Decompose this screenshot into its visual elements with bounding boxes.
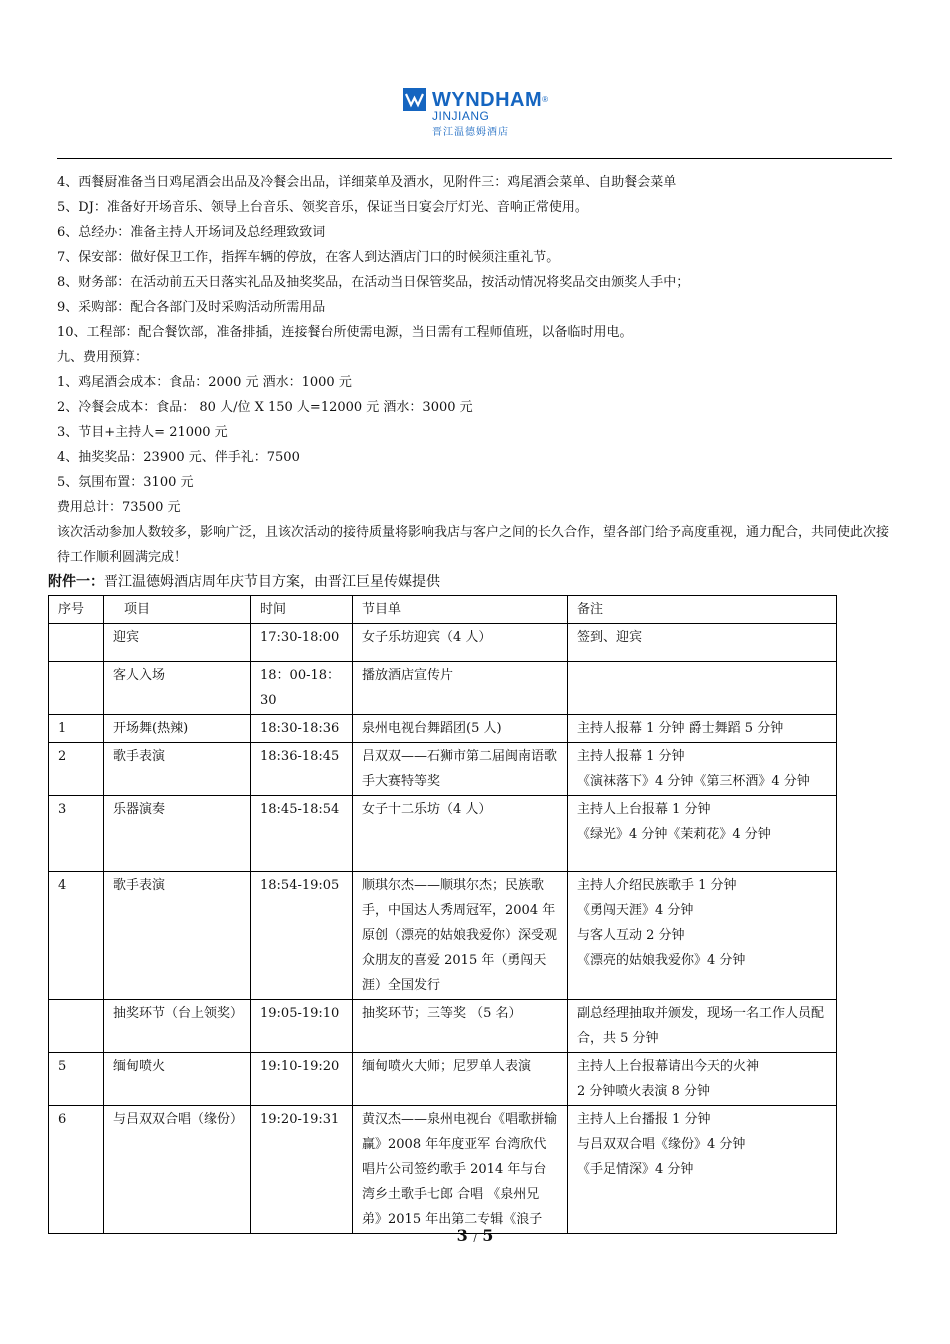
row-item: 开场舞(热辣) — [104, 715, 251, 743]
body-line: 2、冷餐会成本：食品： 80 人/位 X 150 人=12000 元 酒水：3000 元 — [57, 400, 473, 415]
table-row — [49, 796, 837, 872]
row-program-line: 泉州电视台舞蹈团(5 人) — [362, 721, 502, 736]
row-item: 缅甸喷火 — [104, 1053, 251, 1106]
row-program-line: 黄汉杰——泉州电视台《唱歌拼输赢》2008 年年度亚军 台湾欣代唱片公司签约歌手 2014 年与台湾乡土歌手七郎 合唱 《泉州兄弟》2015 年出第二专辑《浪子 — [362, 1112, 558, 1227]
table-row — [49, 662, 837, 715]
row-time: 19:05-19:10 — [251, 1000, 353, 1053]
row-note-line: 主持人上台报幕 1 分钟 — [577, 802, 711, 817]
row-time: 18:30-18:36 — [251, 715, 353, 743]
body-line: 7、保安部：做好保卫工作，指挥车辆的停放，在客人到达酒店门口的时候须注重礼节。 — [57, 250, 560, 265]
table-row — [49, 743, 837, 796]
row-no — [49, 662, 104, 715]
row-note-line: 主持人报幕 1 分钟 爵士舞蹈 5 分钟 — [577, 721, 784, 736]
row-note — [568, 796, 837, 872]
row-note-line: 《勇闯天涯》4 分钟 — [577, 903, 694, 918]
row-program-line: 顺琪尔杰——顺琪尔杰；民族歌手，中国达人秀周冠军，2004 年原创（漂亮的姑娘我爱你）深受观众朋友的喜爱 2015 年（勇闯天涯）全国发行 — [362, 878, 558, 993]
body-line: 5、DJ：准备好开场音乐、领导上台音乐、领奖音乐，保证当日宴会厅灯光、音响正常使用。 — [57, 200, 588, 215]
row-note — [568, 872, 837, 1000]
task-and-budget-lines — [57, 170, 897, 520]
row-note-line: 《绿光》4 分钟《茉莉花》4 分钟 — [577, 827, 771, 842]
page-number — [0, 1226, 950, 1245]
row-time: 18:45-18:54 — [251, 796, 353, 872]
table-row — [49, 1106, 837, 1234]
appendix-label: 附件一： — [48, 574, 104, 590]
header-item: 项目 — [104, 596, 251, 624]
total-pages: 5 — [482, 1226, 494, 1245]
header-note: 备注 — [568, 596, 837, 624]
row-note — [568, 1106, 837, 1234]
row-program-line: 吕双双——石狮市第二届闽南语歌手大赛特等奖 — [362, 749, 558, 789]
row-program-line: 缅甸喷火大师；尼罗单人表演 — [362, 1059, 532, 1074]
row-item: 歌手表演 — [104, 743, 251, 796]
row-note-line: 签到、迎宾 — [577, 630, 643, 645]
body-line: 8、财务部：在活动前五天日落实礼品及抽奖奖品，在活动当日保管奖品，按活动情况将奖品交由颁奖人手中； — [57, 275, 690, 290]
body-line: 4、西餐厨准备当日鸡尾酒会出品及冷餐会出品，详细菜单及酒水，见附件三：鸡尾酒会菜单、自助餐会菜单 — [57, 175, 677, 190]
row-no — [49, 624, 104, 662]
table-row — [49, 1000, 837, 1053]
row-no: 1 — [49, 715, 104, 743]
row-note-line: 与吕双双合唱《缘份》4 分钟 — [577, 1137, 746, 1152]
row-program — [353, 796, 568, 872]
body-line: 9、采购部：配合各部门及时采购活动所需用品 — [57, 300, 326, 315]
row-item: 客人入场 — [104, 662, 251, 715]
row-no: 5 — [49, 1053, 104, 1106]
body-line: 6、总经办：准备主持人开场词及总经理致致词 — [57, 225, 326, 240]
row-note — [568, 1053, 837, 1106]
row-item: 乐器演奏 — [104, 796, 251, 872]
row-no: 6 — [49, 1106, 104, 1234]
body-line: 1、鸡尾酒会成本：食品：2000 元 酒水：1000 元 — [57, 375, 352, 390]
row-time: 19:10-19:20 — [251, 1053, 353, 1106]
row-program — [353, 743, 568, 796]
table-header-row — [49, 596, 837, 624]
body-line: 3、节目+主持人= 21000 元 — [57, 425, 228, 440]
program-table — [48, 595, 837, 1234]
row-note-line: 《手足情深》4 分钟 — [577, 1162, 694, 1177]
body-line: 4、抽奖奖品：23900 元、伴手礼：7500 — [57, 450, 300, 465]
row-program — [353, 872, 568, 1000]
body-line: 10、工程部：配合餐饮部，准备排插，连接餐台所使需电源，当日需有工程师值班，以备临时用电。 — [57, 325, 633, 340]
row-note — [568, 715, 837, 743]
brand-name: WYNDHAM® — [432, 89, 549, 111]
row-time: 17:30-18:00 — [251, 624, 353, 662]
hotel-name: 晋江温德姆酒店 — [432, 127, 509, 138]
row-note — [568, 743, 837, 796]
row-note-line: 副总经理抽取并颁发，现场一名工作人员配合，共 5 分钟 — [577, 1006, 825, 1046]
document-body — [57, 170, 897, 570]
row-program — [353, 715, 568, 743]
row-program-line: 女子乐坊迎宾（4 人） — [362, 630, 492, 645]
row-no: 2 — [49, 743, 104, 796]
row-program-line: 播放酒店宣传片 — [362, 668, 454, 683]
closing-paragraph: 该次活动参加人数较多，影响广泛，且该次活动的接待质量将影响我店与客户之间的长久合作，望各部门给予高度重视，通力配合，共同使此次接待工作顺利圆满完成！ — [57, 525, 890, 565]
row-program — [353, 1053, 568, 1106]
row-item: 歌手表演 — [104, 872, 251, 1000]
body-line: 5、氛围布置：3100 元 — [57, 475, 194, 490]
appendix-heading — [48, 571, 440, 591]
table-row — [49, 872, 837, 1000]
row-note-line: 2 分钟喷火表演 8 分钟 — [577, 1084, 710, 1099]
header-program: 节目单 — [353, 596, 568, 624]
row-no: 3 — [49, 796, 104, 872]
row-no: 4 — [49, 872, 104, 1000]
row-note-line: 主持人上台报幕请出今天的火神 — [577, 1059, 760, 1074]
row-program — [353, 1000, 568, 1053]
header-time: 时间 — [251, 596, 353, 624]
current-page: 3 — [456, 1226, 468, 1245]
row-note-line: 《漂亮的姑娘我爱你》4 分钟 — [577, 953, 746, 968]
table-row — [49, 1053, 837, 1106]
sub-brand: JINJIANG — [432, 109, 490, 123]
row-program — [353, 1106, 568, 1234]
body-line: 九、费用预算： — [57, 350, 149, 365]
body-line: 费用总计：73500 元 — [57, 500, 181, 515]
row-note-line: 主持人上台播报 1 分钟 — [577, 1112, 711, 1127]
row-time: 18：00-18：30 — [251, 662, 353, 715]
row-note — [568, 662, 837, 715]
row-time: 18:54-19:05 — [251, 872, 353, 1000]
row-note-line: 与客人互动 2 分钟 — [577, 928, 685, 943]
table-row — [49, 624, 837, 662]
row-time: 19:20-19:31 — [251, 1106, 353, 1234]
row-item: 与吕双双合唱（缘份） — [104, 1106, 251, 1234]
appendix-title: 晋江温德姆酒店周年庆节目方案，由晋江巨星传媒提供 — [104, 574, 440, 590]
row-program-line: 抽奖环节；三等奖 （5 名） — [362, 1006, 522, 1021]
table-body — [49, 624, 837, 1234]
row-program — [353, 624, 568, 662]
row-item: 迎宾 — [104, 624, 251, 662]
table-row — [49, 715, 837, 743]
row-item: 抽奖环节（台上领奖） — [104, 1000, 251, 1053]
page-separator: / — [473, 1233, 477, 1244]
header-rule — [57, 158, 892, 159]
wyndham-logo-icon — [403, 88, 426, 111]
row-time: 18:36-18:45 — [251, 743, 353, 796]
row-note-line: 主持人报幕 1 分钟 — [577, 749, 685, 764]
row-note — [568, 1000, 837, 1053]
row-note-line: 《演袜落下》4 分钟《第三杯酒》4 分钟 — [577, 774, 810, 789]
row-note — [568, 624, 837, 662]
header-no: 序号 — [49, 596, 104, 624]
hotel-logo — [403, 88, 553, 138]
row-note-line: 主持人介绍民族歌手 1 分钟 — [577, 878, 737, 893]
row-program-line: 女子十二乐坊（4 人） — [362, 802, 492, 817]
row-no — [49, 1000, 104, 1053]
row-program — [353, 662, 568, 715]
